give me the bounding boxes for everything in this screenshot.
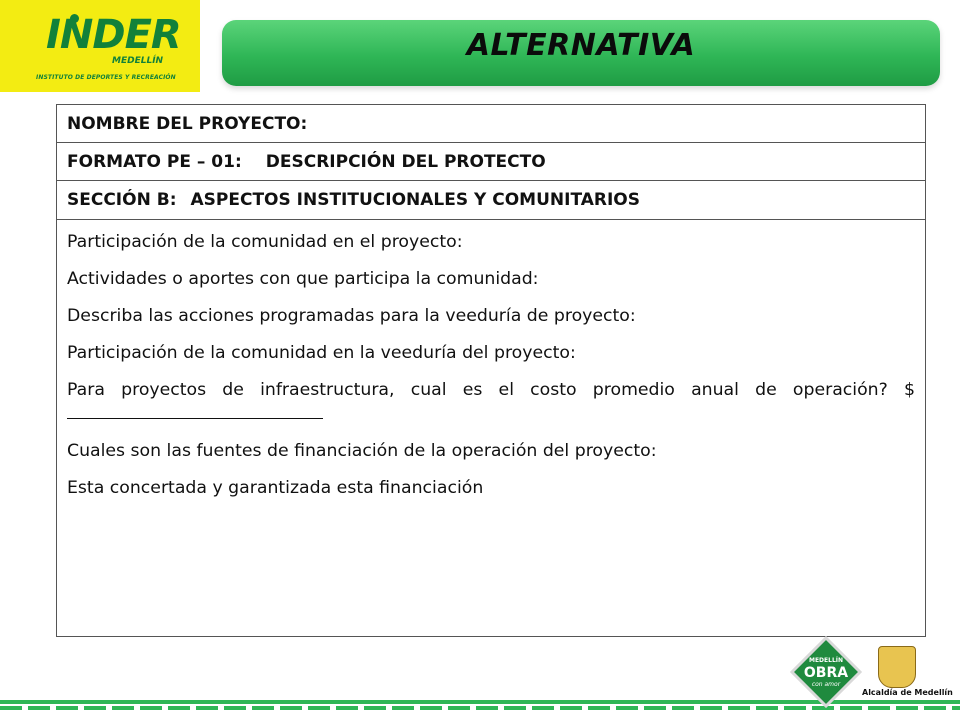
coat-of-arms-icon	[878, 646, 916, 688]
logo-tagline: INSTITUTO DE DEPORTES Y RECREACIÓN	[36, 74, 176, 81]
obra-sub-text: con amor	[811, 681, 841, 688]
obra-main-text: OBRA	[803, 665, 849, 681]
form-item-cost	[67, 378, 915, 426]
form-item: Actividades o aportes con que participa la comunidad:	[67, 269, 539, 289]
form-item: Esta concertada y garantizada esta financiación	[67, 478, 484, 498]
title-banner	[222, 20, 940, 86]
page-title: ALTERNATIVA	[466, 28, 696, 63]
project-form	[56, 104, 926, 637]
section-title: ASPECTOS INSTITUCIONALES Y COMUNITARIOS	[190, 190, 640, 210]
section-row	[57, 181, 925, 220]
form-item: Cuales son las fuentes de financiación de la operación del proyecto:	[67, 441, 657, 461]
format-code: FORMATO PE – 01:	[67, 151, 242, 172]
project-name-row	[57, 105, 925, 143]
obra-top-text: MEDELLÍN	[808, 657, 844, 664]
inder-logo	[0, 0, 200, 92]
cost-blank-field[interactable]	[67, 404, 323, 419]
obra-con-amor-logo	[790, 636, 862, 708]
logo-name: INDER	[46, 12, 181, 58]
form-body	[57, 220, 925, 636]
alcaldia-label: Alcaldía de Medellín	[862, 688, 953, 697]
section-code: SECCIÓN B:	[67, 190, 177, 210]
form-item: Describa las acciones programadas para la veeduría de proyecto:	[67, 306, 636, 326]
form-item: Participación de la comunidad en la veeduría del proyecto:	[67, 343, 576, 363]
format-title: DESCRIPCIÓN DEL PROTECTO	[265, 151, 546, 172]
project-name-label: NOMBRE DEL PROYECTO:	[67, 113, 308, 134]
form-item: Participación de la comunidad en el proyecto:	[67, 232, 463, 252]
cost-question: Para proyectos de infraestructura, cual es el costo promedio anual de operación? $	[67, 380, 915, 400]
format-row	[57, 143, 925, 181]
logo-city: MEDELLÍN	[112, 56, 164, 66]
